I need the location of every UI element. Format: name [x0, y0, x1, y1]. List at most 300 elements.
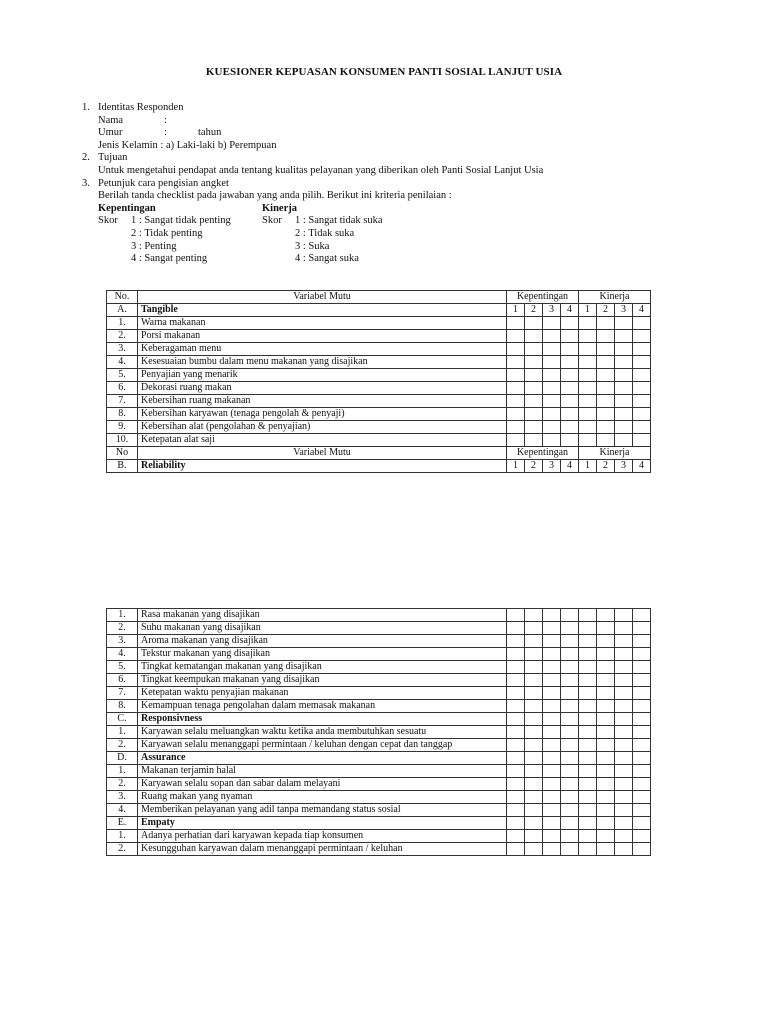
score-checkbox-cell[interactable]	[597, 843, 615, 856]
score-checkbox-cell[interactable]	[561, 317, 579, 330]
score-checkbox-cell[interactable]	[597, 395, 615, 408]
score-checkbox-cell[interactable]	[633, 395, 651, 408]
score-checkbox-cell[interactable]	[615, 687, 633, 700]
score-checkbox-cell[interactable]	[525, 434, 543, 447]
score-checkbox-cell[interactable]	[507, 700, 525, 713]
item-number: 1.	[107, 726, 138, 739]
score-checkbox-cell[interactable]	[561, 843, 579, 856]
score-checkbox-cell[interactable]	[615, 609, 633, 622]
score-checkbox-cell[interactable]	[543, 382, 561, 395]
score-checkbox-cell[interactable]	[615, 674, 633, 687]
score-checkbox-cell[interactable]	[597, 648, 615, 661]
score-checkbox-cell[interactable]	[507, 804, 525, 817]
item-number: 7.	[107, 395, 138, 408]
score-checkbox-cell[interactable]	[633, 330, 651, 343]
score-checkbox-cell[interactable]	[579, 421, 597, 434]
score-checkbox-cell[interactable]	[615, 791, 633, 804]
score-checkbox-cell[interactable]	[561, 622, 579, 635]
kinerja-value: 3 : Suka	[295, 240, 330, 252]
score-checkbox-cell[interactable]	[579, 635, 597, 648]
score-checkbox-cell[interactable]	[561, 830, 579, 843]
score-checkbox-cell[interactable]	[615, 830, 633, 843]
score-checkbox-cell[interactable]	[579, 382, 597, 395]
kepentingan-value: 2 : Tidak penting	[131, 227, 203, 239]
score-checkbox-cell[interactable]	[633, 421, 651, 434]
score-cell[interactable]	[525, 713, 543, 726]
item-text: Kesungguhan karyawan dalam menanggapi permintaan / keluhan	[138, 843, 507, 856]
score-checkbox-cell[interactable]	[633, 369, 651, 382]
score-checkbox-cell[interactable]	[633, 739, 651, 752]
score-checkbox-cell[interactable]	[525, 369, 543, 382]
kepentingan-criterion	[98, 215, 262, 228]
score-checkbox-cell[interactable]	[615, 395, 633, 408]
score-checkbox-cell[interactable]	[597, 687, 615, 700]
score-cell[interactable]	[633, 713, 651, 726]
score-checkbox-cell[interactable]	[525, 661, 543, 674]
score-checkbox-cell[interactable]	[597, 765, 615, 778]
score-checkbox-cell[interactable]	[579, 434, 597, 447]
score-checkbox-cell[interactable]	[561, 395, 579, 408]
score-checkbox-cell[interactable]	[561, 382, 579, 395]
score-checkbox-cell[interactable]	[615, 648, 633, 661]
score-checkbox-cell[interactable]	[615, 343, 633, 356]
score-cell[interactable]	[525, 817, 543, 830]
score-checkbox-cell[interactable]	[597, 408, 615, 421]
score-label: 3	[615, 304, 633, 317]
score-checkbox-cell[interactable]	[561, 408, 579, 421]
score-checkbox-cell[interactable]	[525, 804, 543, 817]
kinerja-value: 4 : Sangat suka	[295, 253, 359, 265]
score-checkbox-cell[interactable]	[507, 343, 525, 356]
score-cell[interactable]	[597, 713, 615, 726]
score-cell[interactable]	[507, 817, 525, 830]
score-checkbox-cell[interactable]	[615, 421, 633, 434]
score-checkbox-cell[interactable]	[543, 687, 561, 700]
score-checkbox-cell[interactable]	[525, 700, 543, 713]
score-checkbox-cell[interactable]	[597, 622, 615, 635]
score-checkbox-cell[interactable]	[633, 804, 651, 817]
score-checkbox-cell[interactable]	[507, 408, 525, 421]
score-checkbox-cell[interactable]	[597, 421, 615, 434]
score-checkbox-cell[interactable]	[561, 765, 579, 778]
score-checkbox-cell[interactable]	[597, 804, 615, 817]
skor-label	[262, 228, 295, 241]
header-no: No.	[107, 291, 138, 304]
score-checkbox-cell[interactable]	[579, 622, 597, 635]
score-checkbox-cell[interactable]	[525, 382, 543, 395]
header-variabel: Variabel Mutu	[138, 447, 507, 460]
score-checkbox-cell[interactable]	[525, 622, 543, 635]
score-checkbox-cell[interactable]	[561, 687, 579, 700]
score-checkbox-cell[interactable]	[543, 700, 561, 713]
section-letter: A.	[107, 304, 138, 317]
item-number: 3.	[107, 635, 138, 648]
item-text: Ruang makan yang nyaman	[138, 791, 507, 804]
score-checkbox-cell[interactable]	[579, 317, 597, 330]
table-row	[107, 343, 651, 356]
score-checkbox-cell[interactable]	[579, 791, 597, 804]
kepentingan-heading: Kepentingan	[98, 202, 156, 214]
score-checkbox-cell[interactable]	[597, 330, 615, 343]
item-number: 2.	[107, 739, 138, 752]
score-checkbox-cell[interactable]	[579, 648, 597, 661]
score-checkbox-cell[interactable]	[615, 765, 633, 778]
item-text: Kemampuan tenaga pengolahan dalam memasak makanan	[138, 700, 507, 713]
score-checkbox-cell[interactable]	[543, 622, 561, 635]
header-variabel: Variabel Mutu	[138, 291, 507, 304]
score-checkbox-cell[interactable]	[525, 843, 543, 856]
item-number: 1.	[107, 765, 138, 778]
item-number: 2.	[107, 622, 138, 635]
score-checkbox-cell[interactable]	[507, 843, 525, 856]
score-cell[interactable]	[579, 817, 597, 830]
score-checkbox-cell[interactable]	[579, 700, 597, 713]
score-checkbox-cell[interactable]	[543, 648, 561, 661]
score-checkbox-cell[interactable]	[615, 661, 633, 674]
kinerja-criterion	[262, 241, 522, 254]
item-number: 8.	[107, 408, 138, 421]
score-checkbox-cell[interactable]	[633, 434, 651, 447]
score-checkbox-cell[interactable]	[561, 343, 579, 356]
score-cell[interactable]	[615, 817, 633, 830]
score-checkbox-cell[interactable]	[633, 622, 651, 635]
score-checkbox-cell[interactable]	[615, 778, 633, 791]
score-checkbox-cell[interactable]	[507, 778, 525, 791]
score-checkbox-cell[interactable]	[615, 843, 633, 856]
score-checkbox-cell[interactable]	[597, 356, 615, 369]
score-checkbox-cell[interactable]	[543, 609, 561, 622]
score-checkbox-cell[interactable]	[543, 330, 561, 343]
table-row	[107, 739, 651, 752]
score-checkbox-cell[interactable]	[615, 622, 633, 635]
score-label: 2	[525, 460, 543, 473]
score-checkbox-cell[interactable]	[633, 609, 651, 622]
skor-label	[98, 228, 131, 241]
score-checkbox-cell[interactable]	[633, 830, 651, 843]
score-cell[interactable]	[543, 713, 561, 726]
score-checkbox-cell[interactable]	[597, 674, 615, 687]
score-checkbox-cell[interactable]	[561, 739, 579, 752]
table-row	[107, 635, 651, 648]
score-checkbox-cell[interactable]	[597, 778, 615, 791]
item-number: 2.	[107, 330, 138, 343]
score-checkbox-cell[interactable]	[525, 421, 543, 434]
score-checkbox-cell[interactable]	[525, 609, 543, 622]
score-checkbox-cell[interactable]	[525, 791, 543, 804]
score-checkbox-cell[interactable]	[579, 369, 597, 382]
score-checkbox-cell[interactable]	[561, 804, 579, 817]
score-checkbox-cell[interactable]	[633, 648, 651, 661]
score-label: 3	[543, 460, 561, 473]
score-checkbox-cell[interactable]	[579, 395, 597, 408]
score-checkbox-cell[interactable]	[507, 609, 525, 622]
petunjuk-text: Berilah tanda checklist pada jawaban yang anda pilih. Berikut ini kriteria penilaian :	[98, 190, 452, 202]
score-checkbox-cell[interactable]	[525, 395, 543, 408]
score-cell[interactable]	[579, 713, 597, 726]
item-number: 6.	[107, 674, 138, 687]
item-text: Adanya perhatian dari karyawan kepada tiap konsumen	[138, 830, 507, 843]
score-checkbox-cell[interactable]	[507, 830, 525, 843]
section-name: Empaty	[138, 817, 507, 830]
score-checkbox-cell[interactable]	[543, 778, 561, 791]
table-row	[107, 700, 651, 713]
score-checkbox-cell[interactable]	[561, 356, 579, 369]
section-row	[107, 460, 651, 473]
score-checkbox-cell[interactable]	[507, 635, 525, 648]
score-checkbox-cell[interactable]	[597, 369, 615, 382]
score-checkbox-cell[interactable]	[543, 739, 561, 752]
score-checkbox-cell[interactable]	[507, 739, 525, 752]
score-checkbox-cell[interactable]	[543, 343, 561, 356]
score-checkbox-cell[interactable]	[615, 700, 633, 713]
score-checkbox-cell[interactable]	[597, 343, 615, 356]
score-checkbox-cell[interactable]	[615, 726, 633, 739]
score-checkbox-cell[interactable]	[507, 674, 525, 687]
score-checkbox-cell[interactable]	[579, 408, 597, 421]
score-checkbox-cell[interactable]	[633, 765, 651, 778]
score-checkbox-cell[interactable]	[579, 739, 597, 752]
score-checkbox-cell[interactable]	[543, 726, 561, 739]
score-checkbox-cell[interactable]	[561, 635, 579, 648]
score-checkbox-cell[interactable]	[507, 395, 525, 408]
score-cell[interactable]	[525, 752, 543, 765]
score-checkbox-cell[interactable]	[633, 408, 651, 421]
score-checkbox-cell[interactable]	[579, 778, 597, 791]
score-checkbox-cell[interactable]	[525, 635, 543, 648]
item-text: Kebersihan alat (pengolahan & penyajian)	[138, 421, 507, 434]
item-number: 10.	[107, 434, 138, 447]
score-checkbox-cell[interactable]	[543, 395, 561, 408]
score-checkbox-cell[interactable]	[579, 330, 597, 343]
score-checkbox-cell[interactable]	[561, 434, 579, 447]
score-checkbox-cell[interactable]	[597, 700, 615, 713]
score-checkbox-cell[interactable]	[579, 356, 597, 369]
item-text: Dekorasi ruang makan	[138, 382, 507, 395]
score-checkbox-cell[interactable]	[561, 421, 579, 434]
score-cell[interactable]	[543, 817, 561, 830]
item-text: Tingkat kematangan makanan yang disajikan	[138, 661, 507, 674]
score-checkbox-cell[interactable]	[507, 648, 525, 661]
criteria-row	[82, 253, 722, 266]
score-cell[interactable]	[561, 713, 579, 726]
score-checkbox-cell[interactable]	[543, 791, 561, 804]
umur-label: Umur	[98, 127, 123, 139]
score-checkbox-cell[interactable]	[579, 343, 597, 356]
score-checkbox-cell[interactable]	[633, 661, 651, 674]
score-checkbox-cell[interactable]	[633, 635, 651, 648]
score-checkbox-cell[interactable]	[543, 830, 561, 843]
score-checkbox-cell[interactable]	[597, 434, 615, 447]
score-checkbox-cell[interactable]	[525, 408, 543, 421]
score-checkbox-cell[interactable]	[507, 330, 525, 343]
score-checkbox-cell[interactable]	[633, 317, 651, 330]
score-checkbox-cell[interactable]	[561, 791, 579, 804]
score-label: 3	[615, 460, 633, 473]
score-checkbox-cell[interactable]	[543, 804, 561, 817]
score-checkbox-cell[interactable]	[525, 765, 543, 778]
item-number: 4.	[107, 356, 138, 369]
score-checkbox-cell[interactable]	[525, 648, 543, 661]
kinerja-criterion	[262, 228, 522, 241]
score-cell[interactable]	[579, 752, 597, 765]
item-text: Makanan terjamin halal	[138, 765, 507, 778]
score-checkbox-cell[interactable]	[543, 661, 561, 674]
score-cell[interactable]	[597, 817, 615, 830]
score-checkbox-cell[interactable]	[615, 635, 633, 648]
score-checkbox-cell[interactable]	[507, 661, 525, 674]
section-row	[107, 817, 651, 830]
score-checkbox-cell[interactable]	[615, 434, 633, 447]
score-checkbox-cell[interactable]	[597, 635, 615, 648]
score-cell[interactable]	[507, 713, 525, 726]
score-checkbox-cell[interactable]	[579, 765, 597, 778]
score-checkbox-cell[interactable]	[507, 765, 525, 778]
score-checkbox-cell[interactable]	[507, 356, 525, 369]
score-checkbox-cell[interactable]	[633, 700, 651, 713]
score-checkbox-cell[interactable]	[507, 687, 525, 700]
score-checkbox-cell[interactable]	[561, 661, 579, 674]
score-checkbox-cell[interactable]	[579, 830, 597, 843]
score-checkbox-cell[interactable]	[507, 726, 525, 739]
score-checkbox-cell[interactable]	[579, 843, 597, 856]
score-checkbox-cell[interactable]	[579, 804, 597, 817]
score-checkbox-cell[interactable]	[615, 739, 633, 752]
score-checkbox-cell[interactable]	[525, 317, 543, 330]
score-checkbox-cell[interactable]	[561, 369, 579, 382]
kinerja-criterion	[262, 215, 522, 228]
table-row	[107, 369, 651, 382]
score-checkbox-cell[interactable]	[543, 408, 561, 421]
item-number: 6.	[107, 382, 138, 395]
kepentingan-value: 4 : Sangat penting	[131, 253, 208, 265]
table-row	[107, 661, 651, 674]
score-checkbox-cell[interactable]	[543, 369, 561, 382]
score-checkbox-cell[interactable]	[579, 609, 597, 622]
score-checkbox-cell[interactable]	[507, 369, 525, 382]
score-checkbox-cell[interactable]	[543, 421, 561, 434]
score-checkbox-cell[interactable]	[525, 674, 543, 687]
score-cell[interactable]	[633, 752, 651, 765]
questionnaire-table-2	[106, 608, 651, 856]
score-label: 2	[597, 304, 615, 317]
score-checkbox-cell[interactable]	[615, 804, 633, 817]
score-checkbox-cell[interactable]	[525, 330, 543, 343]
item-number: 3.	[107, 791, 138, 804]
score-cell[interactable]	[633, 817, 651, 830]
table-row	[107, 791, 651, 804]
score-checkbox-cell[interactable]	[633, 843, 651, 856]
score-checkbox-cell[interactable]	[615, 356, 633, 369]
score-cell[interactable]	[543, 752, 561, 765]
score-checkbox-cell[interactable]	[561, 330, 579, 343]
score-checkbox-cell[interactable]	[579, 726, 597, 739]
score-cell[interactable]	[615, 752, 633, 765]
score-checkbox-cell[interactable]	[597, 609, 615, 622]
score-checkbox-cell[interactable]	[633, 726, 651, 739]
score-checkbox-cell[interactable]	[525, 343, 543, 356]
table-row	[107, 648, 651, 661]
score-checkbox-cell[interactable]	[561, 726, 579, 739]
score-cell[interactable]	[507, 752, 525, 765]
score-checkbox-cell[interactable]	[633, 343, 651, 356]
section-number: 1.	[82, 102, 90, 113]
section-row	[107, 752, 651, 765]
umur-row	[82, 127, 722, 140]
score-checkbox-cell[interactable]	[525, 739, 543, 752]
score-checkbox-cell[interactable]	[543, 765, 561, 778]
score-checkbox-cell[interactable]	[543, 635, 561, 648]
score-cell[interactable]	[615, 713, 633, 726]
score-checkbox-cell[interactable]	[543, 356, 561, 369]
score-checkbox-cell[interactable]	[597, 791, 615, 804]
score-checkbox-cell[interactable]	[543, 843, 561, 856]
score-checkbox-cell[interactable]	[561, 700, 579, 713]
score-checkbox-cell[interactable]	[597, 382, 615, 395]
item-number: 2.	[107, 843, 138, 856]
score-checkbox-cell[interactable]	[507, 434, 525, 447]
score-checkbox-cell[interactable]	[579, 687, 597, 700]
score-checkbox-cell[interactable]	[525, 687, 543, 700]
score-label: 1	[579, 460, 597, 473]
score-checkbox-cell[interactable]	[507, 622, 525, 635]
score-label: 4	[633, 304, 651, 317]
score-checkbox-cell[interactable]	[633, 356, 651, 369]
item-text: Tekstur makanan yang disajikan	[138, 648, 507, 661]
score-checkbox-cell[interactable]	[543, 674, 561, 687]
table-row	[107, 687, 651, 700]
score-checkbox-cell[interactable]	[507, 791, 525, 804]
item-text: Porsi makanan	[138, 330, 507, 343]
score-checkbox-cell[interactable]	[579, 661, 597, 674]
score-checkbox-cell[interactable]	[561, 778, 579, 791]
score-checkbox-cell[interactable]	[561, 674, 579, 687]
score-cell[interactable]	[561, 817, 579, 830]
score-checkbox-cell[interactable]	[543, 434, 561, 447]
item-text: Memberikan pelayanan yang adil tanpa memandang status sosial	[138, 804, 507, 817]
score-checkbox-cell[interactable]	[597, 661, 615, 674]
score-checkbox-cell[interactable]	[615, 382, 633, 395]
score-checkbox-cell[interactable]	[597, 830, 615, 843]
score-checkbox-cell[interactable]	[561, 648, 579, 661]
score-checkbox-cell[interactable]	[525, 830, 543, 843]
score-checkbox-cell[interactable]	[633, 674, 651, 687]
score-checkbox-cell[interactable]	[615, 408, 633, 421]
score-checkbox-cell[interactable]	[507, 317, 525, 330]
score-checkbox-cell[interactable]	[597, 726, 615, 739]
score-checkbox-cell[interactable]	[543, 317, 561, 330]
score-cell[interactable]	[597, 752, 615, 765]
score-checkbox-cell[interactable]	[633, 791, 651, 804]
section-number: 2.	[82, 152, 90, 164]
score-checkbox-cell[interactable]	[525, 726, 543, 739]
score-checkbox-cell[interactable]	[597, 739, 615, 752]
score-checkbox-cell[interactable]	[633, 687, 651, 700]
score-cell[interactable]	[561, 752, 579, 765]
criteria-row	[82, 241, 722, 254]
score-checkbox-cell[interactable]	[579, 674, 597, 687]
score-checkbox-cell[interactable]	[615, 330, 633, 343]
score-checkbox-cell[interactable]	[615, 317, 633, 330]
score-checkbox-cell[interactable]	[507, 382, 525, 395]
score-checkbox-cell[interactable]	[561, 609, 579, 622]
score-checkbox-cell[interactable]	[507, 421, 525, 434]
score-checkbox-cell[interactable]	[633, 382, 651, 395]
score-checkbox-cell[interactable]	[633, 778, 651, 791]
score-checkbox-cell[interactable]	[525, 778, 543, 791]
score-checkbox-cell[interactable]	[615, 369, 633, 382]
score-checkbox-cell[interactable]	[597, 317, 615, 330]
score-checkbox-cell[interactable]	[525, 356, 543, 369]
